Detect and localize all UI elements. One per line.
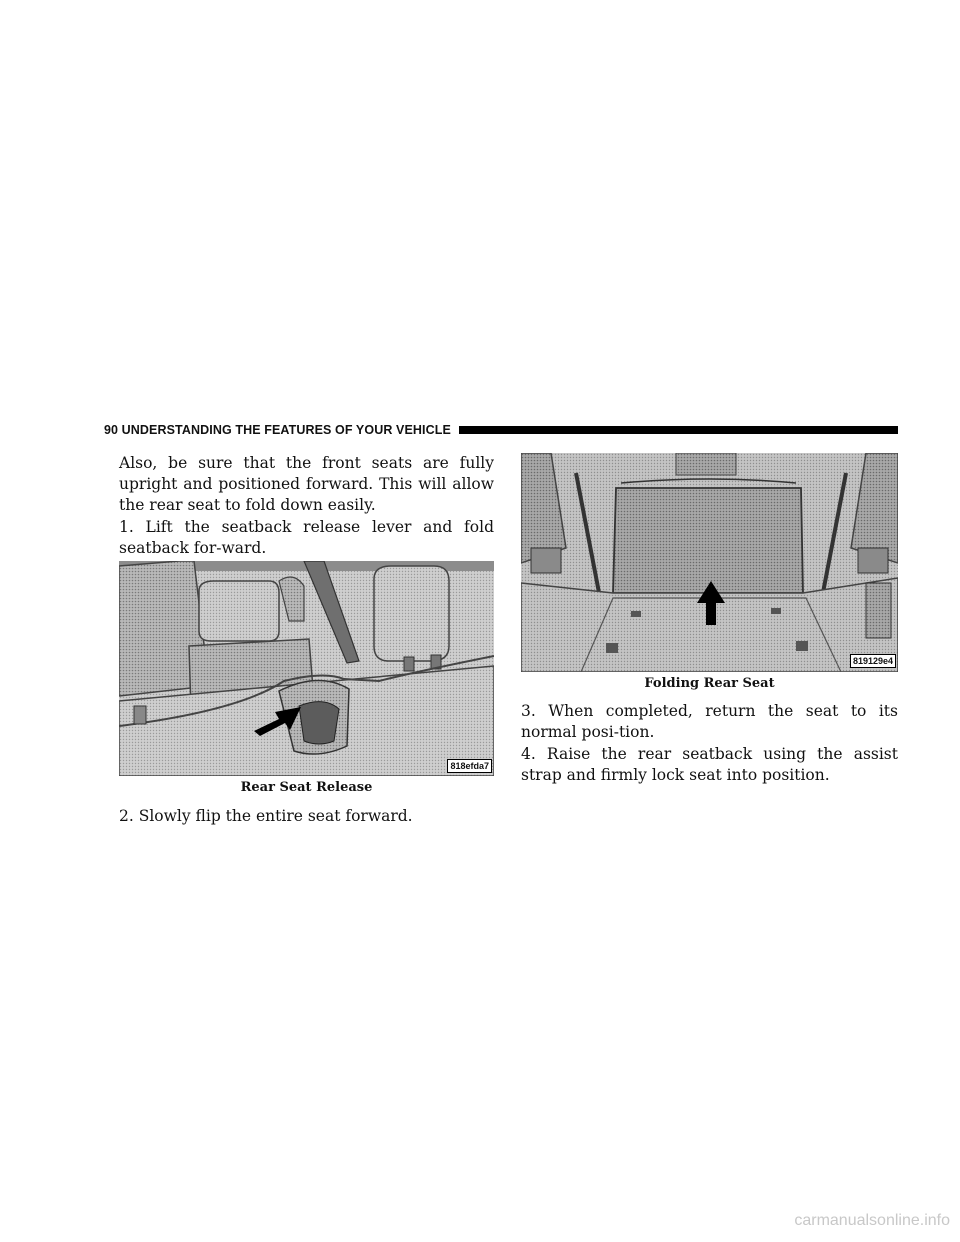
step-3-paragraph: 3. When completed, return the seat to its normal posi-tion. xyxy=(521,702,898,741)
step-2-paragraph: 2. Slowly flip the entire seat forward. xyxy=(119,807,413,825)
header-rule xyxy=(459,426,898,434)
figure-code: 819129e4 xyxy=(850,654,896,668)
step-1-paragraph: 1. Lift the seatback release lever and fold seatback for-ward. xyxy=(119,518,494,557)
page-number-and-section-title: 90 UNDERSTANDING THE FEATURES OF YOUR VEHICLE xyxy=(104,423,451,437)
step-4-paragraph: 4. Raise the rear seatback using the assist strap and firmly lock seat into position. xyxy=(521,745,898,784)
page-header xyxy=(104,421,898,439)
watermark-text: carmanualsonline.info xyxy=(794,1212,950,1229)
intro-paragraph: Also, be sure that the front seats are fully upright and positioned forward. This will allow the rear seat to fold down easily. xyxy=(119,454,494,514)
folding-rear-seat-illustration xyxy=(521,453,898,672)
rear-seat-release-illustration xyxy=(119,561,494,776)
figure-caption-rear-seat-release: Rear Seat Release xyxy=(240,780,373,795)
figure-caption-folding-rear-seat: Folding Rear Seat xyxy=(644,676,775,691)
figure-code: 818efda7 xyxy=(447,759,492,773)
